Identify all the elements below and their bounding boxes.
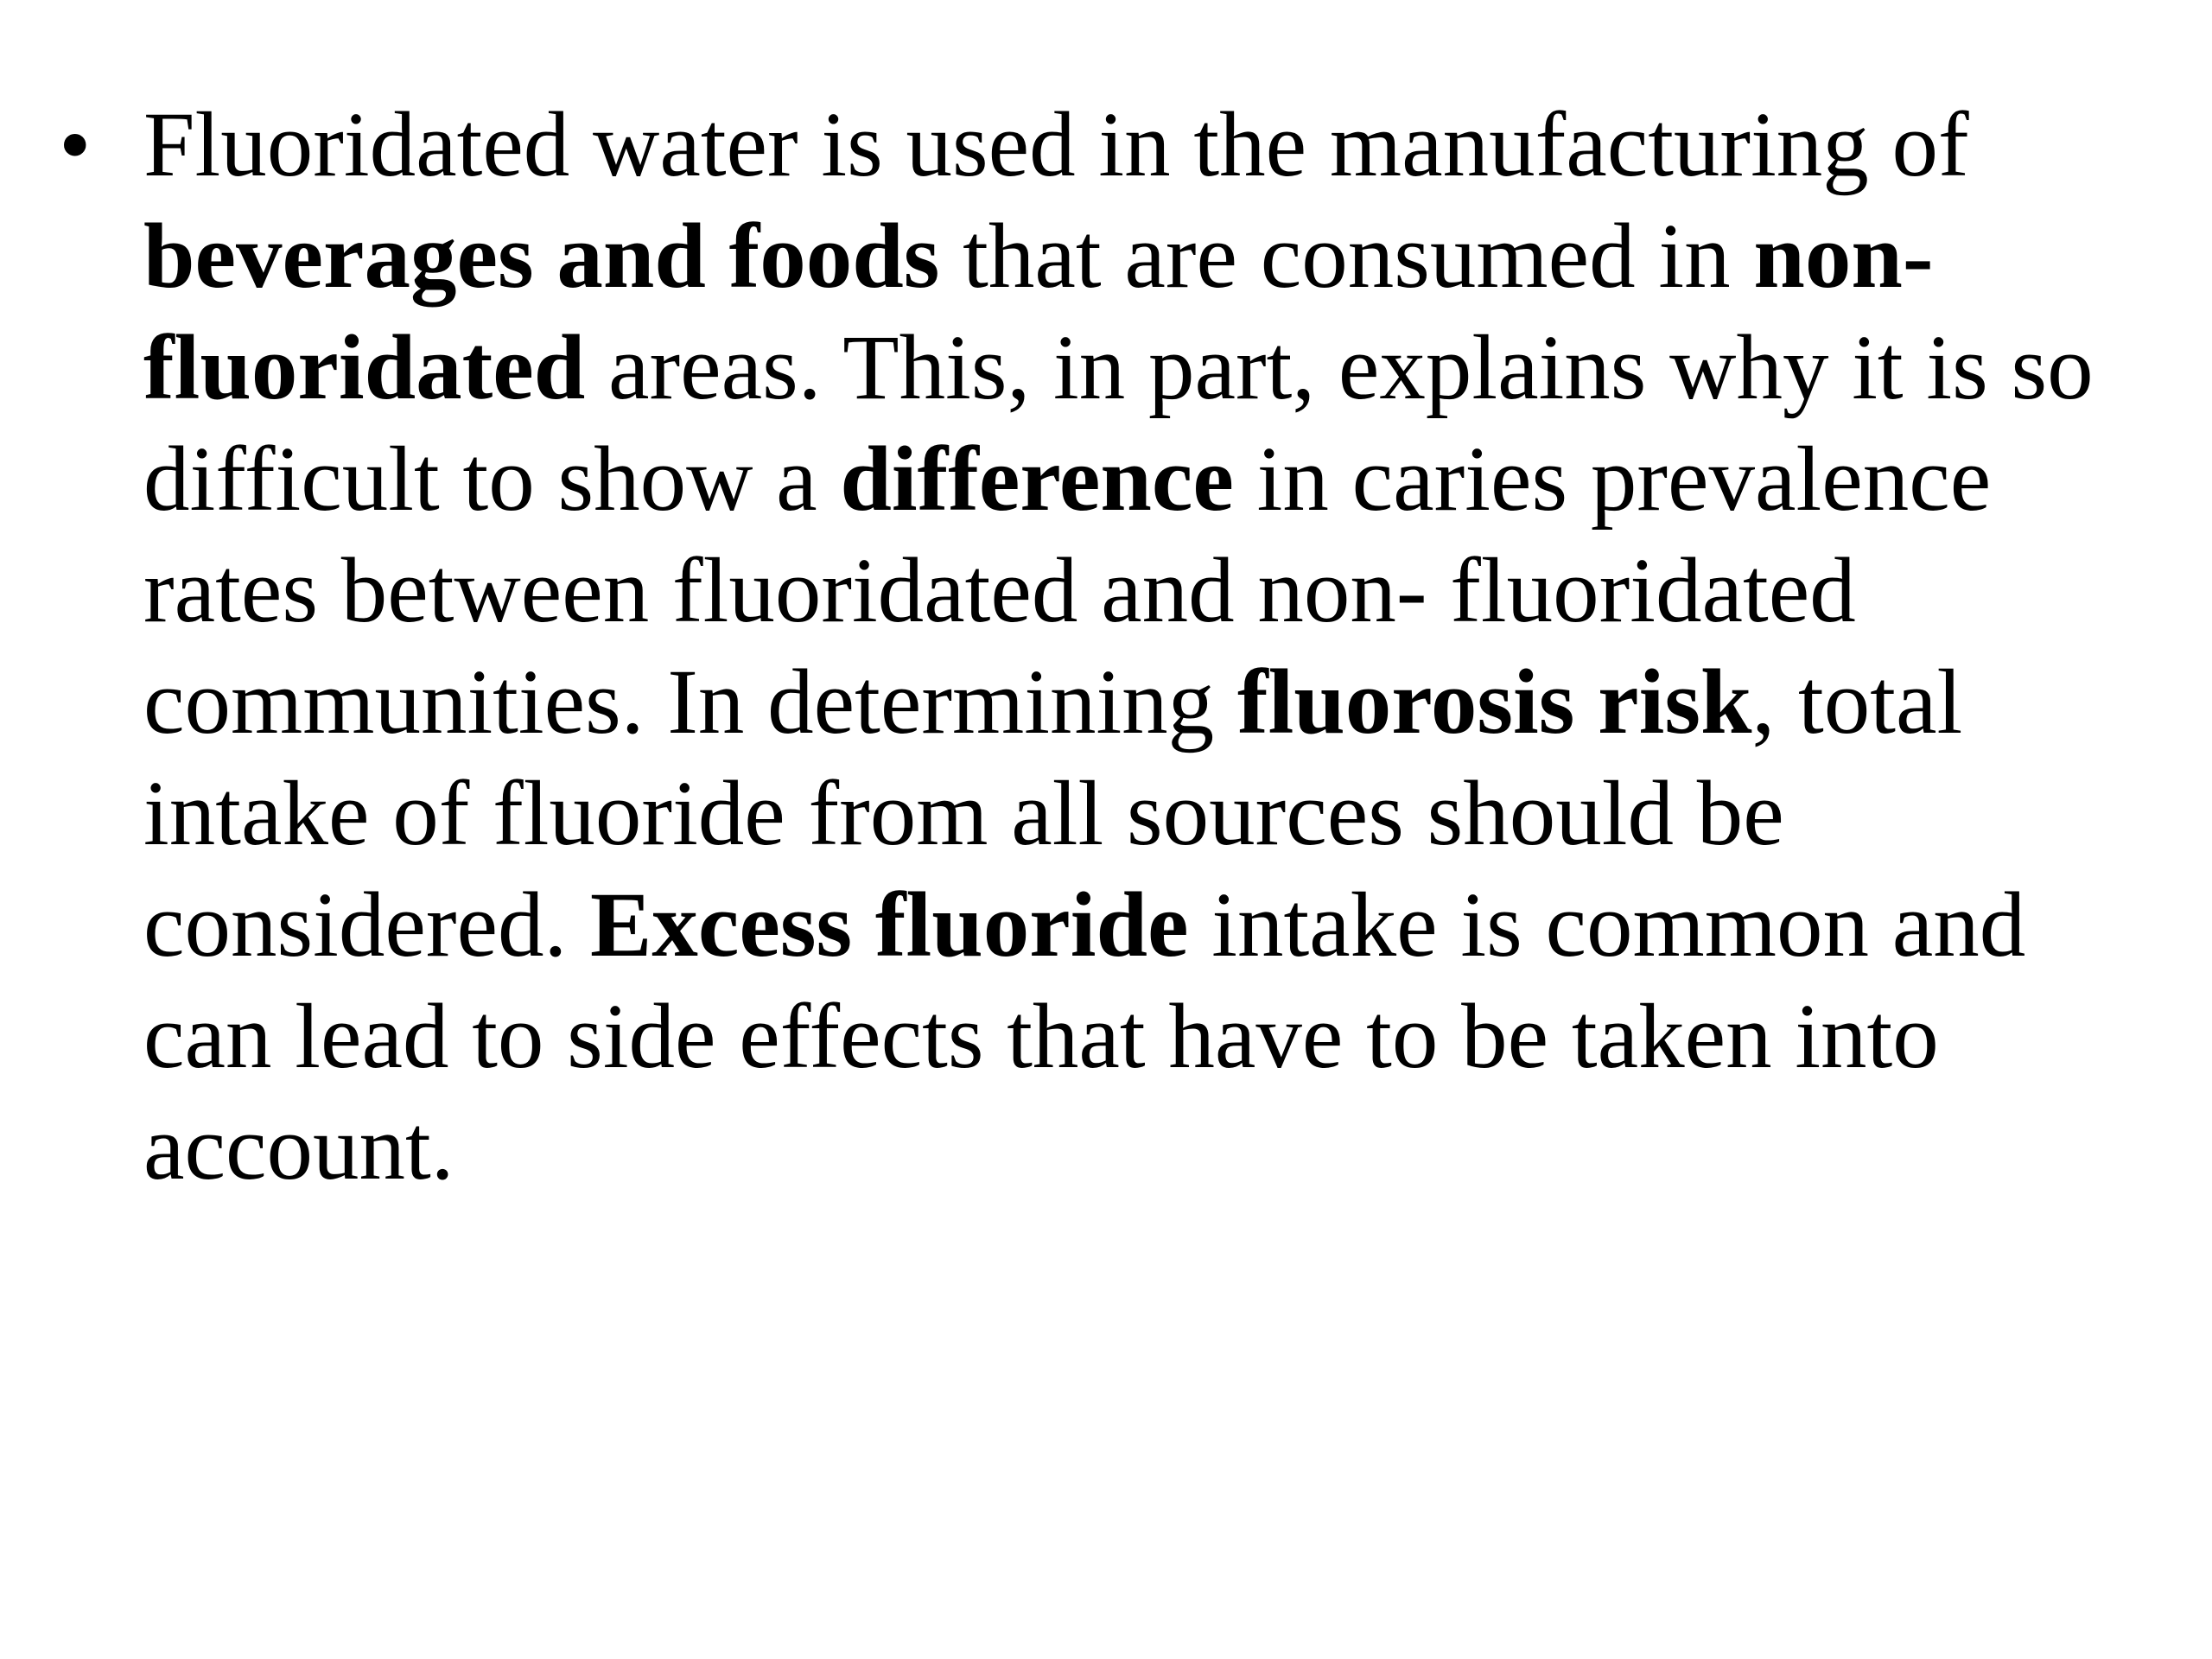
text-run: in caries prevalence [1233, 429, 1992, 531]
bullet-text [143, 90, 2131, 1205]
bold-phrase: beverages and foods [143, 206, 940, 308]
text-line [143, 870, 2131, 982]
text-line [143, 201, 2131, 313]
text-line [143, 982, 2131, 1093]
text-run: that are consumed in [939, 206, 1754, 308]
text-line [143, 313, 2131, 424]
text-line [143, 647, 2131, 759]
text-run: intake is common and [1188, 874, 2026, 976]
text-run: difficult to show a [143, 429, 841, 531]
bold-phrase: fluorosis risk [1236, 652, 1752, 753]
text-run: account. [143, 1097, 454, 1199]
bullet-paragraph [59, 90, 2131, 1205]
text-run: Fluoridated water is used in the manufacturing of [143, 94, 1969, 196]
bold-phrase: fluoridated [143, 317, 586, 419]
text-run: considered. [143, 874, 590, 976]
bold-phrase: non- [1753, 206, 1934, 308]
text-line [143, 536, 2131, 647]
text-line [143, 90, 2131, 201]
text-run: intake of fluoride from all sources should be [143, 763, 1784, 865]
bullet-icon: • [59, 94, 92, 196]
text-run: can lead to side effects that have to be taken into [143, 986, 1939, 1088]
text-line [143, 1093, 2131, 1205]
text-run: communities. In determining [143, 652, 1237, 753]
text-run: rates between fluoridated and non- fluoridated [143, 540, 1856, 642]
text-line [143, 424, 2131, 536]
text-line [143, 759, 2131, 870]
text-run: areas. This, in part, explains why it is so [585, 317, 2094, 419]
bold-phrase: difference [840, 429, 1234, 531]
bold-phrase: Excess fluoride [589, 874, 1189, 976]
text-run: , total [1751, 652, 1963, 753]
